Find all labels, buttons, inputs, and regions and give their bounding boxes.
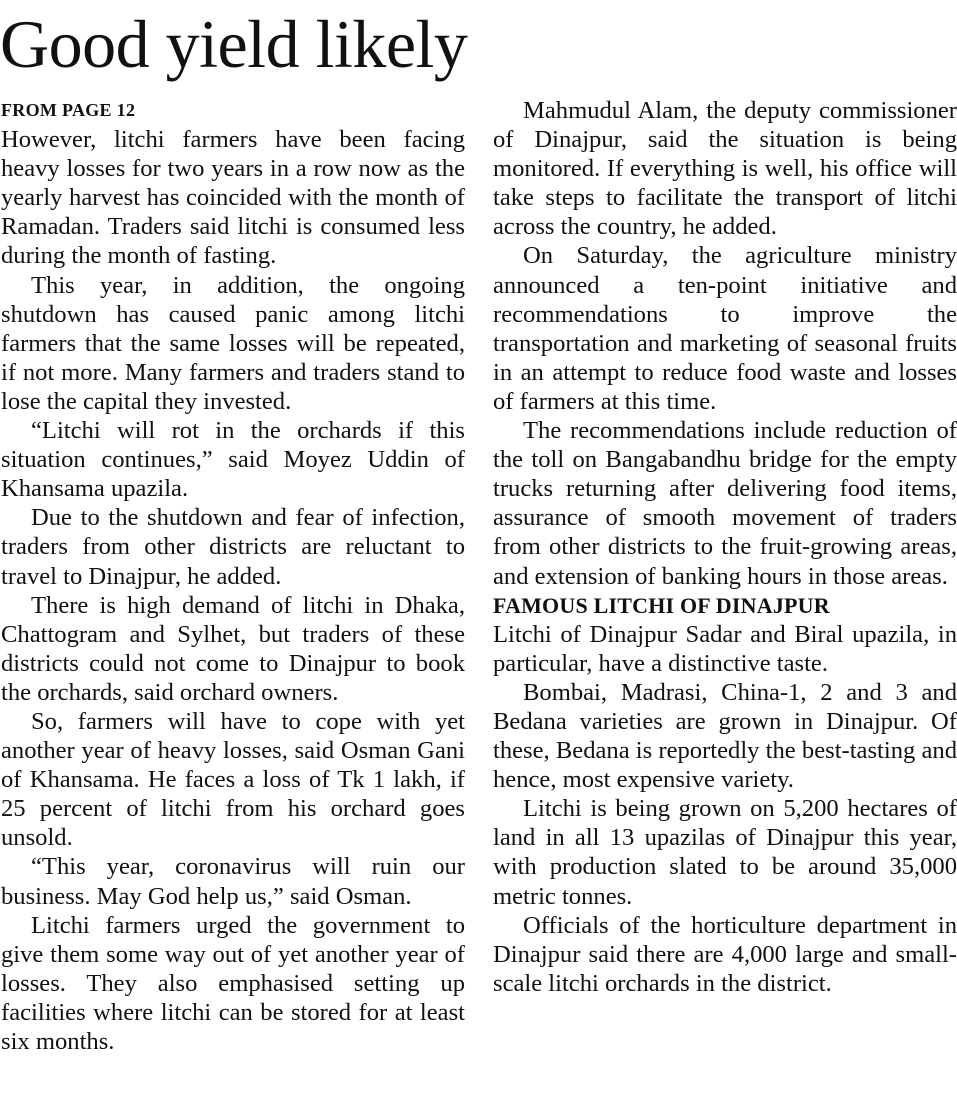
article-column-left [1, 96, 465, 1056]
paragraph: “Litchi will rot in the orchards if this situation continues,” said Moyez Uddin of Khansama upazila. [1, 417, 465, 503]
paragraph: Mahmudul Alam, the deputy commissioner of Dinajpur, said the situation is being monitored. If everything is well, his office will take steps to facilitate the transport of litchi across the country, he added. [493, 97, 957, 241]
paragraph: “This year, coronavirus will ruin our business. May God help us,” said Osman. [1, 853, 465, 910]
paragraph: Litchi farmers urged the government to give them some way out of yet another year of losses. They also emphasised setting up facilities where litchi can be stored for at least six months. [1, 911, 465, 1055]
paragraph: The recommendations include reduction of the toll on Bangabandhu bridge for the empty trucks returning after delivering food items, assurance of smooth movement of traders from other districts to the fruit-growing areas, and extension of banking hours in those areas. [493, 417, 957, 590]
paragraph: Litchi is being grown on 5,200 hectares of land in all 13 upazilas of Dinajpur this year, with production slated to be around 35,000 metric tonnes. [493, 795, 957, 910]
paragraph: Officials of the horticulture department in Dinajpur said there are 4,000 large and small-scale litchi orchards in the district. [493, 911, 957, 997]
paragraph: Due to the shutdown and fear of infection, traders from other districts are reluctant to travel to Dinajpur, he added. [1, 504, 465, 590]
paragraph: However, litchi farmers have been facing heavy losses for two years in a row now as the yearly harvest has coincided with the month of Ramadan. Traders said litchi is consumed less during the month of fasting. [1, 126, 465, 270]
continuation-kicker: FROM PAGE 12 [1, 100, 136, 120]
headline: Good yield likely [0, 6, 468, 82]
paragraph: This year, in addition, the ongoing shutdown has caused panic among litchi farmers that the same losses will be repeated, if not more. Many farmers and traders stand to lose the capital they invested. [1, 271, 465, 415]
paragraph: On Saturday, the agriculture ministry announced a ten-point initiative and recommendations to improve the transportation and marketing of seasonal fruits in an attempt to reduce food waste and losses of farmers at this time. [493, 242, 957, 415]
paragraph: Bombai, Madrasi, China-1, 2 and 3 and Bedana varieties are grown in Dinajpur. Of these, Bedana is reportedly the best-tasting and hence, most expensive variety. [493, 678, 957, 794]
article-column-right [493, 96, 957, 998]
paragraph: Litchi of Dinajpur Sadar and Biral upazila, in particular, have a distinctive taste. [493, 620, 957, 677]
paragraph: So, farmers will have to cope with yet another year of heavy losses, said Osman Gani of Khansama. He faces a loss of Tk 1 lakh, if 25 percent of litchi from his orchard goes unsold. [1, 707, 465, 852]
paragraph: There is high demand of litchi in Dhaka, Chattogram and Sylhet, but traders of these districts could not come to Dinajpur to book the orchards, said orchard owners. [1, 591, 465, 706]
section-subhead: FAMOUS LITCHI OF DINAJPUR [493, 592, 830, 618]
